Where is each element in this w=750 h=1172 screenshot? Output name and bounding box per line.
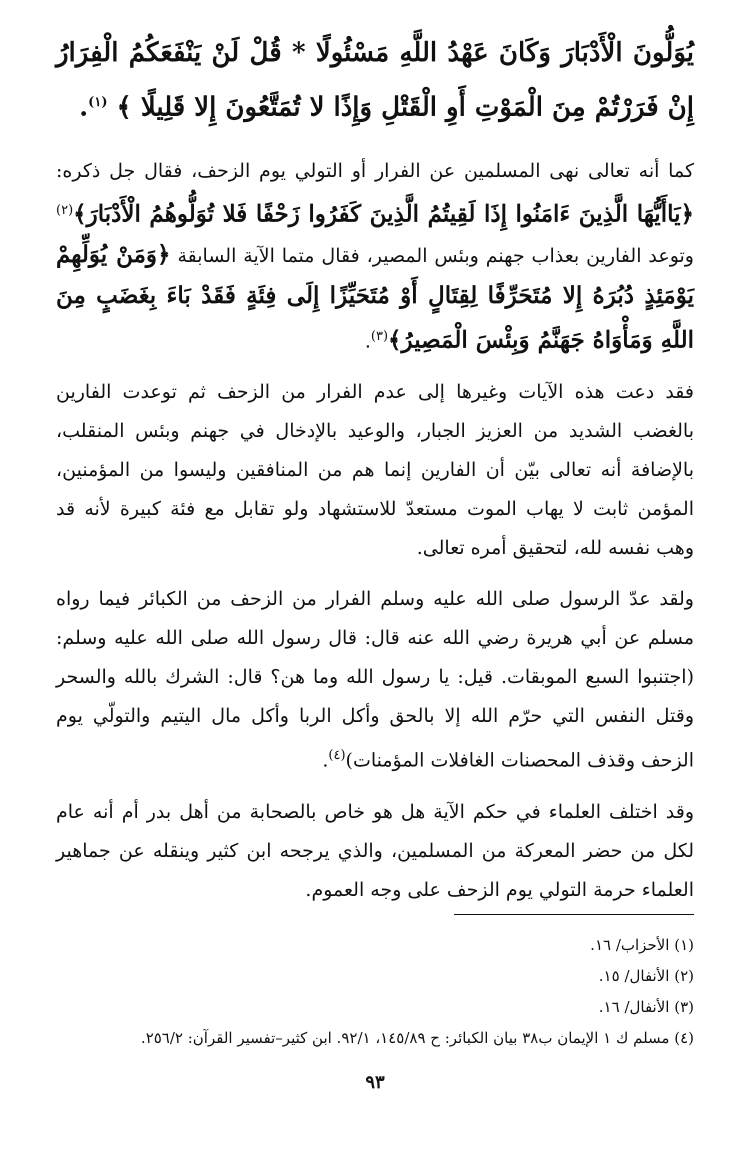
page-number: ٩٣: [365, 1072, 385, 1093]
footnotes: [56, 930, 694, 1054]
book-page: [56, 28, 694, 1172]
quran-verse-flight: يَاأَيُّهَا الَّذِينَ ءَامَنُوا إِذَا لَقِيتُمُ الَّذِينَ كَفَرُوا زَحْفًا فَلا تُوَلُّوهُمُ الْأَدْبَارَ: [86, 199, 681, 227]
quran-verse-top: يُوَلُّونَ الْأَدْبَارَ وَكَانَ عَهْدُ اللَّهِ مَسْئُولًا * قُلْ لَنْ يَنْفَعَكُمُ الْفِرَارُ إِنْ فَرَرْتُمْ مِنَ الْمَوْتِ أَوِ الْقَتْلِ وَإِذًا لا تُمَتَّعُونَ إِلا قَلِيلًا ﴾ $^{(١)}$.: [56, 38, 694, 123]
ornate-bracket-close: ﴾: [73, 199, 87, 227]
quran-verse-punishment: وَمَنْ يُوَلِّهِمْ يَوْمَئِذٍ دُبُرَهُ إِلا مُتَحَرِّفًا لِقِتَالٍ أَوْ مُتَحَيِّزًا إِلَى فِئَةٍ فَقَدْ بَاءَ بِغَضَبٍ مِنَ اللَّهِ وَمَأْوَاهُ جَهَنَّمُ وَبِئْسَ الْمَصِيرُ: [56, 240, 694, 354]
paragraph-prohibition: كما أنه تعالى نهى المسلمين عن الفرار أو التولي يوم الزحف، فقال جل ذكره: ﴿يَاأَيُّهَا الَّذِينَ ءَامَنُوا إِذَا لَقِيتُمُ الَّذِينَ كَفَرُوا زَحْفًا فَلا تُوَلُّوهُمُ الْأَدْبَارَ﴾$^{(٢)}$ وتوعد الفارين بعذاب جهنم وبئس المصير، فقال متما الآية السابقة ﴿وَمَنْ يُوَلِّهِمْ يَوْمَئِذٍ دُبُرَهُ إِلا مُتَحَرِّفًا لِقِتَالٍ أَوْ مُتَحَيِّزًا إِلَى فِئَةٍ فَقَدْ بَاءَ بِغَضَبٍ مِنَ اللَّهِ وَمَأْوَاهُ جَهَنَّمُ وَبِئْسَ الْمَصِيرُ﴾$^{(٣)}$.: [56, 159, 694, 354]
footnote-item: (٣) الأنفال/ ١٦.: [598, 998, 694, 1016]
footnote-divider: [454, 914, 694, 915]
ornate-bracket-open: ﴿: [680, 199, 694, 227]
ornate-bracket-close: ﴾: [388, 326, 402, 354]
paragraph-scholars: وقد اختلف العلماء في حكم الآية هل هو خاص بالصحابة من أهل بدر أم أنه عام لكل من حضر المعركة من المسلمين، والذي يرجحه ابن كثير وينقله عن جماهير العلماء حرمة التولي يوم الزحف على وجه العموم.: [56, 800, 694, 901]
ornate-bracket-close: ﴾: [116, 92, 132, 123]
footnote-item: (٢) الأنفال/ ١٥.: [598, 967, 694, 985]
footnote-ref-4: (٤): [328, 748, 346, 764]
footnote-ref-2: (٢): [56, 202, 74, 218]
footnote-item: (١) الأحزاب/ ١٦.: [590, 936, 694, 954]
hadith-text: ولقد عدّ الرسول صلى الله عليه وسلم الفرار من الزحف من الكبائر فيما رواه مسلم عن أبي هريرة رضي الله عنه قال: قال رسول الله صلى الله عليه وسلم: (اجتنبوا السبع الموبقات. قيل: يا رسول الله وما هن؟ قال: الشرك بالله والسحر وقتل النفس التي حرّم الله إلا بالحق وأكل الربا وأكل مال اليتيم والتولّي يوم الزحف وقذف المحصنات الغافلات المؤمنات): [56, 588, 694, 772]
footnote-item: (٤) مسلم ك ١ الإيمان ب٣٨ بيان الكبائر: ح ١٤٥/٨٩، ٩٢/١. ابن كثير–تفسير القرآن: ٢٥٦/٢.: [140, 1029, 694, 1047]
paragraph-middle: وتوعد الفارين بعذاب جهنم وبئس المصير، فقال متما الآية السابقة: [177, 244, 694, 267]
paragraph-warning: فقد دعت هذه الآيات وغيرها إلى عدم الفرار من الزحف ثم توعدت الفارين بالغضب الشديد من العزيز الجبار، والوعيد بالإدخال في جهنم وبئس المنقلب، بالإضافة أنه تعالى بيّن أن الفارين إنما هم من المنافقين وليسوا من المؤمنين، المؤمن ثابت لا يهاب الموت مستعدّ للاستشهاد ولو تقابل مع فئة كبيرة لأنه قد وهب نفسه لله، لتحقيق أمره تعالى.: [56, 381, 694, 560]
paragraph-intro: كما أنه تعالى نهى المسلمين عن الفرار أو التولي يوم الزحف، فقال جل ذكره:: [56, 159, 694, 182]
footnote-ref-1: (١): [88, 95, 108, 110]
ornate-bracket-open: ﴿: [157, 240, 171, 268]
verse-text: يُوَلُّونَ الْأَدْبَارَ وَكَانَ عَهْدُ اللَّهِ مَسْئُولًا * قُلْ لَنْ يَنْفَعَكُمُ الْفِرَارُ إِنْ فَرَرْتُمْ مِنَ الْمَوْتِ أَوِ الْقَتْلِ وَإِذًا لا تُمَتَّعُونَ إِلا قَلِيلًا: [56, 38, 694, 123]
paragraph-hadith: ولقد عدّ الرسول صلى الله عليه وسلم الفرار من الزحف من الكبائر فيما رواه مسلم عن أبي هريرة رضي الله عنه قال: قال رسول الله صلى الله عليه وسلم: (اجتنبوا السبع الموبقات. قيل: يا رسول الله وما هن؟ قال: الشرك بالله والسحر وقتل النفس التي حرّم الله إلا بالحق وأكل الربا وأكل مال اليتيم والتولّي يوم الزحف وقذف المحصنات الغافلات المؤمنات)$^{(٤)}$.: [56, 588, 694, 772]
footnote-ref-3: (٣): [370, 328, 389, 344]
